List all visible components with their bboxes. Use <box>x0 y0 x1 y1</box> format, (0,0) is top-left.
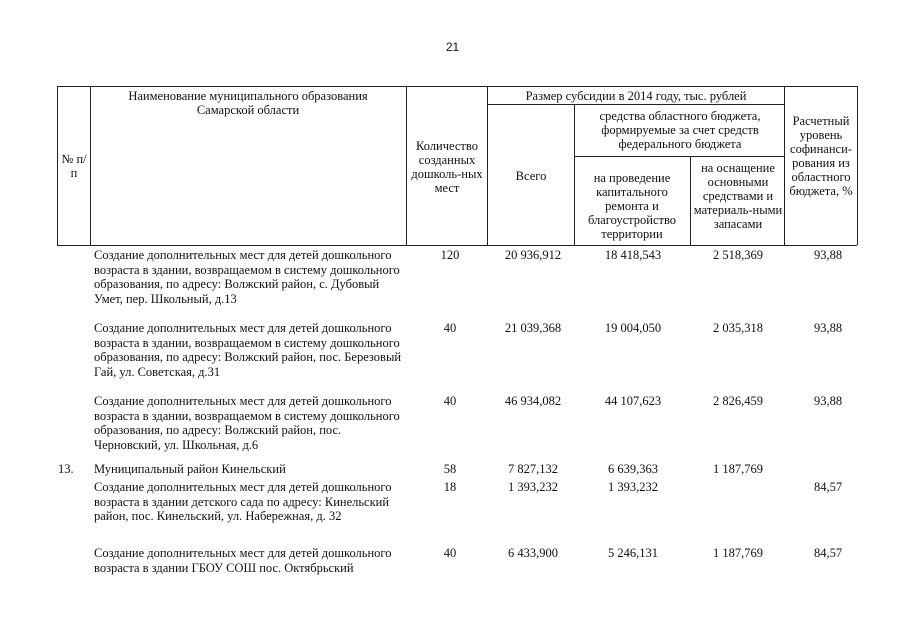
header-places: Количество созданных дошколь-ных мест <box>411 139 483 195</box>
row-places: 18 <box>443 480 457 494</box>
row-rate: 93,88 <box>813 394 843 408</box>
row-rate: 93,88 <box>813 321 843 335</box>
row-total: 6 433,900 <box>508 546 558 560</box>
row-equipment: 2 826,459 <box>713 394 763 408</box>
row-places: 40 <box>443 394 457 408</box>
header-capital: на проведение капитального ремонта и благоустройство территории <box>587 171 677 241</box>
row-equipment: 2 035,318 <box>713 321 763 335</box>
row-total: 21 039,368 <box>504 321 562 335</box>
row-total: 1 393,232 <box>508 480 558 494</box>
row-name: Создание дополнительных мест для детей дошкольного возраста в здании детского сада по адресу: Кинельский район, пос. Кинельский, ул. Набережная, д. 32 <box>94 480 392 524</box>
header-total: Всего <box>515 169 547 183</box>
row-total: 46 934,082 <box>504 394 562 408</box>
row-name: Создание дополнительных мест для детей дошкольного возраста в здании, возвращаемом в систему дошкольного образования, по адресу: Волжский район, пос. Березовый Гай, ул. Советская, д.31 <box>94 321 402 379</box>
row-places: 58 <box>443 462 457 476</box>
header-subsidy: Размер субсидии в 2014 году, тыс. рублей <box>525 89 747 103</box>
row-rate: 84,57 <box>813 546 843 560</box>
header-no: № п/п <box>61 152 87 180</box>
row-total: 7 827,132 <box>508 462 558 476</box>
row-name: Создание дополнительных мест для детей дошкольного возраста в здании, возвращаемом в систему дошкольного образования, по адресу: Волжский район, с. Дубовый Умет, пер. Школьный, д.13 <box>94 248 400 306</box>
row-equipment: 1 187,769 <box>713 462 763 476</box>
row-places: 120 <box>440 248 460 262</box>
row-capital: 6 639,363 <box>608 462 658 476</box>
row-capital: 18 418,543 <box>604 248 662 262</box>
header-equipment: на оснащение основными средствами и материаль-ными запасами <box>693 161 783 231</box>
row-name: Муниципальный район Кинельский <box>94 462 286 476</box>
row-capital: 44 107,623 <box>604 394 662 408</box>
header-name: Наименование муниципального образования Самарской области <box>128 89 368 117</box>
row-capital: 19 004,050 <box>604 321 662 335</box>
row-number: 13. <box>58 462 74 476</box>
header-regional: средства областного бюджета, формируемые за счет средств федерального бюджета <box>599 109 761 151</box>
header-rate: Расчетный уровень софинанси-рования из областного бюджета, % <box>789 114 853 198</box>
row-places: 40 <box>443 546 457 560</box>
row-places: 40 <box>443 321 457 335</box>
row-equipment: 2 518,369 <box>713 248 763 262</box>
row-equipment: 1 187,769 <box>713 546 763 560</box>
row-name: Создание дополнительных мест для детей дошкольного возраста в здании, возвращаемом в систему дошкольного образования, по адресу: Волжский район, пос. Черновский, ул. Школьная, д.6 <box>94 394 400 452</box>
row-rate: 93,88 <box>813 248 843 262</box>
row-total: 20 936,912 <box>504 248 562 262</box>
page-number: 21 <box>445 40 460 54</box>
row-rate: 84,57 <box>813 480 843 494</box>
row-capital: 1 393,232 <box>608 480 658 494</box>
row-capital: 5 246,131 <box>608 546 658 560</box>
row-name: Создание дополнительных мест для детей дошкольного возраста в здании ГБОУ СОШ пос. Октябрьский <box>94 546 392 575</box>
